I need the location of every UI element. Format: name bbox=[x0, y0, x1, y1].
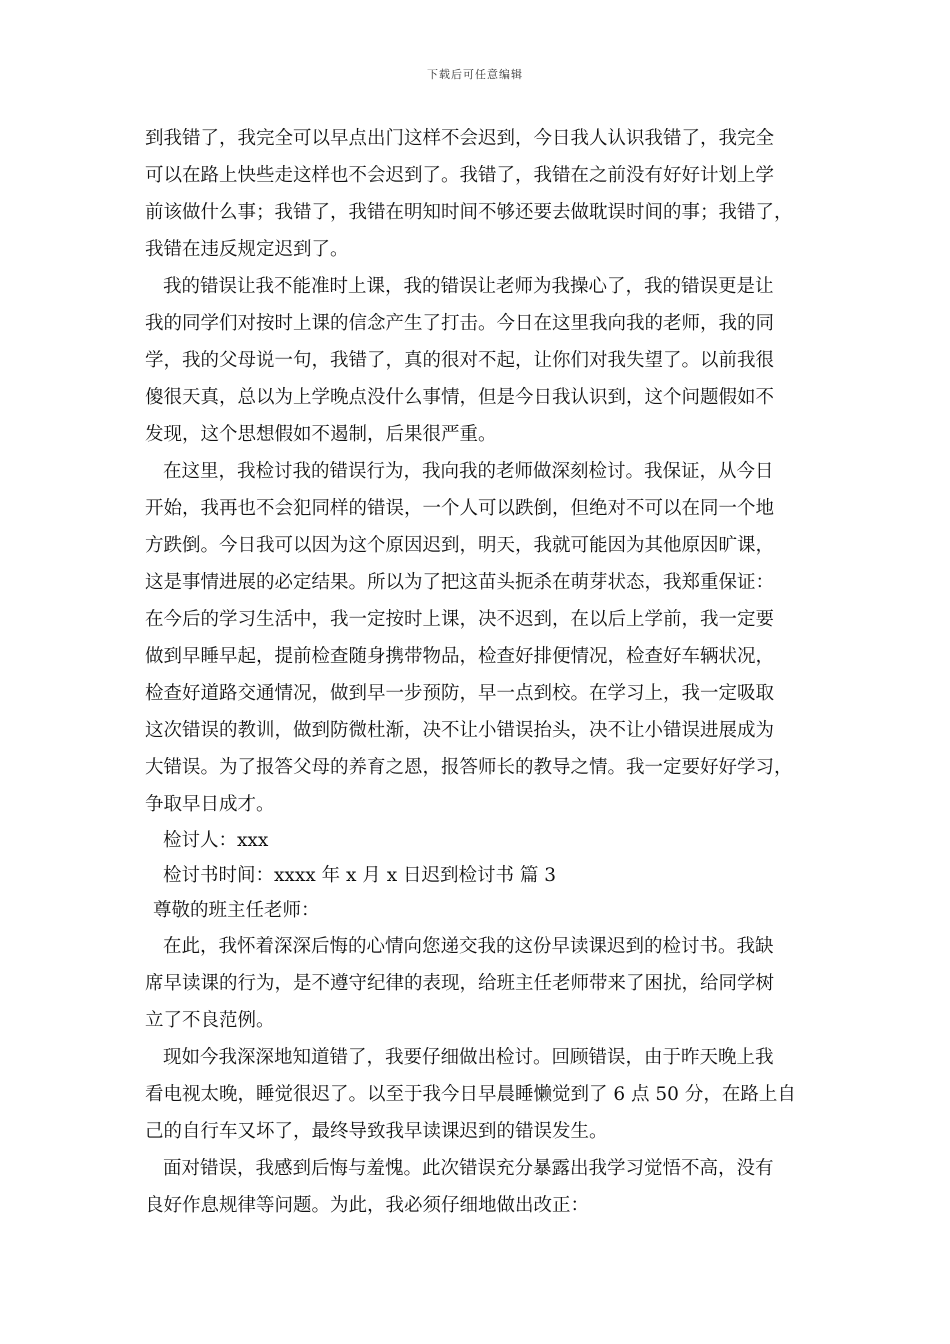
paragraph-start: 现如今我深深地知道错了，我要仔细做出检讨。回顾错误，由于昨天晚上我 bbox=[163, 1047, 774, 1068]
text-line: 前该做什么事；我错了，我错在明知时间不够还要去做耽误时间的事；我错了， bbox=[145, 202, 793, 223]
date-line: 检讨书时间：xxxx 年 x 月 x 日迟到检讨书 篇 3 bbox=[163, 865, 557, 886]
header-note: 下载后可任意编辑 bbox=[427, 68, 523, 81]
salutation-line: 尊敬的班主任老师： bbox=[153, 900, 320, 921]
text-line: 我错在违反规定迟到了。 bbox=[145, 239, 349, 260]
text-line: 在今后的学习生活中，我一定按时上课，决不迟到，在以后上学前，我一定要 bbox=[145, 609, 775, 630]
text-line: 做到早睡早起，提前检查随身携带物品，检查好排便情况，检查好车辆状况， bbox=[145, 646, 775, 667]
text-line: 立了不良范例。 bbox=[145, 1010, 275, 1031]
text-line: 发现，这个思想假如不遏制，后果很严重。 bbox=[145, 424, 497, 445]
text-line: 这次错误的教训，做到防微杜渐，决不让小错误抬头，决不让小错误进展成为 bbox=[145, 720, 775, 741]
paragraph-start: 在此，我怀着深深后悔的心情向您递交我的这份早读课迟到的检讨书。我缺 bbox=[163, 936, 774, 957]
signer-line: 检讨人：xxx bbox=[163, 830, 269, 851]
document-body bbox=[145, 120, 817, 1224]
text-line: 席早读课的行为，是不遵守纪律的表现，给班主任老师带来了困扰，给同学树 bbox=[145, 973, 775, 994]
text-line: 争取早日成才。 bbox=[145, 794, 275, 815]
text-line: 大错误。为了报答父母的养育之恩，报答师长的教导之情。我一定要好好学习， bbox=[145, 757, 793, 778]
text-line: 己的自行车又坏了，最终导致我早读课迟到的错误发生。 bbox=[145, 1121, 608, 1142]
text-line: 方跌倒。今日我可以因为这个原因迟到，明天，我就可能因为其他原因旷课， bbox=[145, 535, 775, 556]
text-line: 这是事情进展的必定结果。所以为了把这苗头扼杀在萌芽状态，我郑重保证： bbox=[145, 572, 775, 593]
text-line: 看电视太晚，睡觉很迟了。以至于我今日早晨睡懒觉到了 6 点 50 分，在路上自 bbox=[145, 1084, 796, 1105]
text-line: 傻很天真，总以为上学晚点没什么事情，但是今日我认识到，这个问题假如不 bbox=[145, 387, 775, 408]
text-line: 到我错了，我完全可以早点出门这样不会迟到，今日我人认识我错了，我完全 bbox=[145, 128, 775, 149]
paragraph-start: 面对错误，我感到后悔与羞愧。此次错误充分暴露出我学习觉悟不高，没有 bbox=[163, 1158, 774, 1179]
text-line: 开始，我再也不会犯同样的错误，一个人可以跌倒，但绝对不可以在同一个地 bbox=[145, 498, 775, 519]
paragraph-start: 我的错误让我不能准时上课，我的错误让老师为我操心了，我的错误更是让 bbox=[163, 276, 774, 297]
text-line: 良好作息规律等问题。为此，我必须仔细地做出改正： bbox=[145, 1195, 590, 1216]
text-line: 我的同学们对按时上课的信念产生了打击。今日在这里我向我的老师，我的同 bbox=[145, 313, 775, 334]
text-line: 学，我的父母说一句，我错了，真的很对不起，让你们对我失望了。以前我很 bbox=[145, 350, 775, 371]
text-line: 检查好道路交通情况，做到早一步预防，早一点到校。在学习上，我一定吸取 bbox=[145, 683, 775, 704]
paragraph-start: 在这里，我检讨我的错误行为，我向我的老师做深刻检讨。我保证，从今日 bbox=[163, 461, 774, 482]
text-line: 可以在路上快些走这样也不会迟到了。我错了，我错在之前没有好好计划上学 bbox=[145, 165, 775, 186]
